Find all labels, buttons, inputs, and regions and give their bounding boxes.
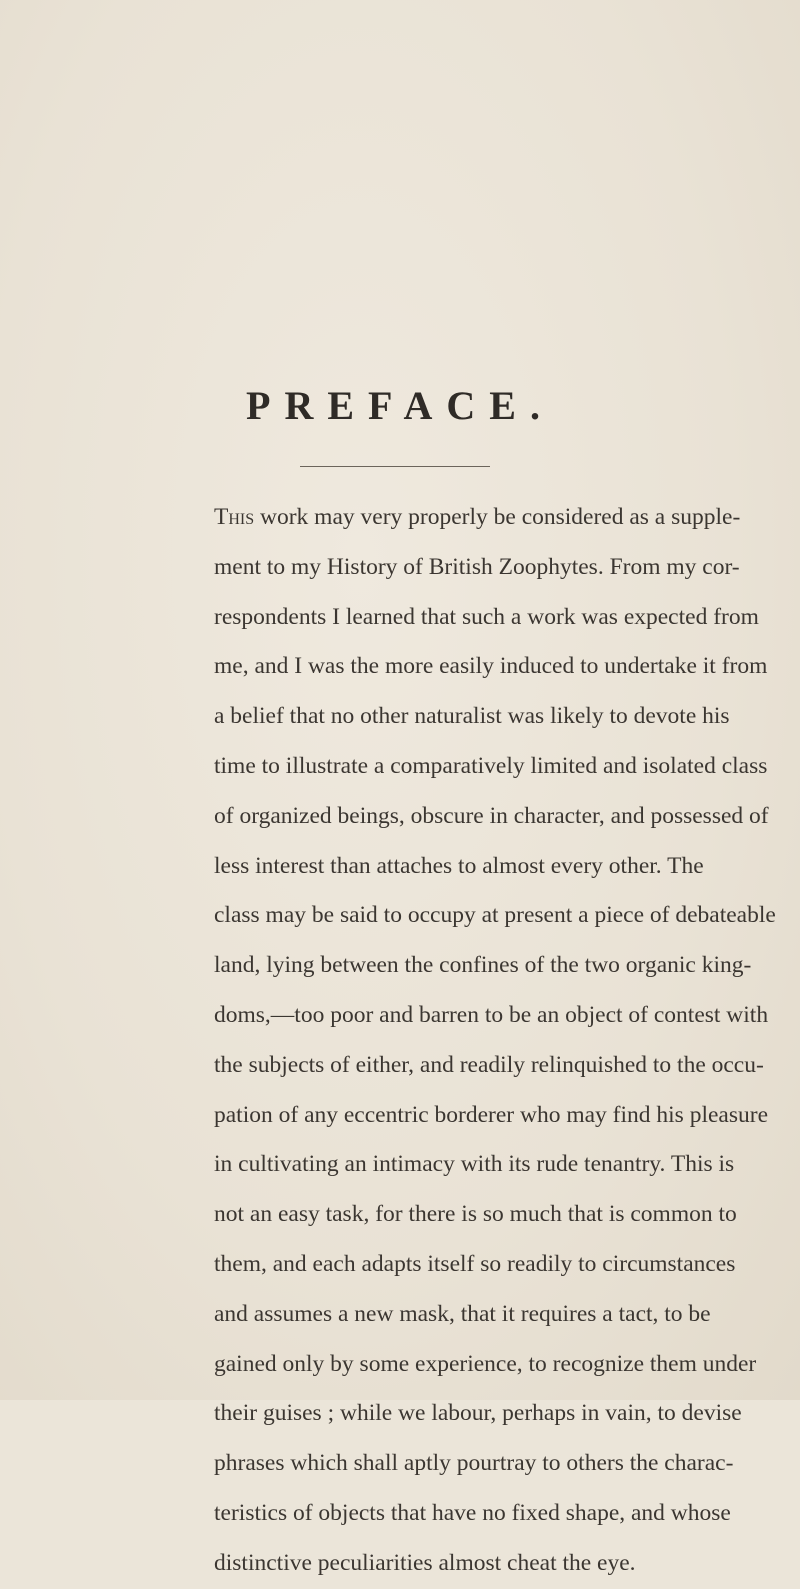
- opening-word: This: [214, 504, 255, 530]
- text-line: less interest than attaches to almost every other. The: [214, 852, 704, 879]
- text-line: ment to my History of British Zoophytes. From my cor-: [214, 553, 740, 580]
- text-line: me, and I was the more easily induced to undertake it from: [214, 653, 768, 680]
- text-line: [214, 493, 741, 543]
- text-line: a belief that no other naturalist was likely to devote his: [214, 703, 730, 730]
- text-line: phrases which shall aptly pourtray to others the charac-: [214, 1450, 734, 1477]
- text-line: teristics of objects that have no fixed shape, and whose: [214, 1499, 731, 1526]
- text-line: pation of any eccentric borderer who may find his pleasure: [214, 1101, 768, 1128]
- text-line: class may be said to occupy at present a piece of debateable: [214, 902, 776, 929]
- text-line-content: work may very properly be considered as a supple-: [254, 504, 741, 530]
- text-line: doms,—too poor and barren to be an object of contest with: [214, 1001, 769, 1028]
- text-line: respondents I learned that such a work was expected from: [214, 603, 759, 630]
- text-line: the subjects of either, and readily relinquished to the occu-: [214, 1051, 764, 1078]
- text-line: not an easy task, for there is so much that is common to: [214, 1201, 737, 1228]
- text-line: in cultivating an intimacy with its rude tenantry. This is: [214, 1151, 735, 1178]
- heading-rule: [300, 466, 490, 467]
- preface-body: [214, 493, 776, 1589]
- text-line: and assumes a new mask, that it requires a tact, to be: [214, 1300, 711, 1327]
- text-line: gained only by some experience, to recognize them under: [214, 1350, 757, 1377]
- text-line: time to illustrate a comparatively limited and isolated class: [214, 752, 768, 779]
- text-line: of organized beings, obscure in character, and possessed of: [214, 802, 769, 829]
- text-line: land, lying between the confines of the two organic king-: [214, 952, 752, 979]
- text-line: them, and each adapts itself so readily to circumstances: [214, 1250, 736, 1277]
- text-line: their guises ; while we labour, perhaps in vain, to devise: [214, 1400, 742, 1427]
- preface-heading: PREFACE.: [246, 383, 554, 428]
- text-line: distinctive peculiarities almost cheat the eye.: [214, 1549, 636, 1576]
